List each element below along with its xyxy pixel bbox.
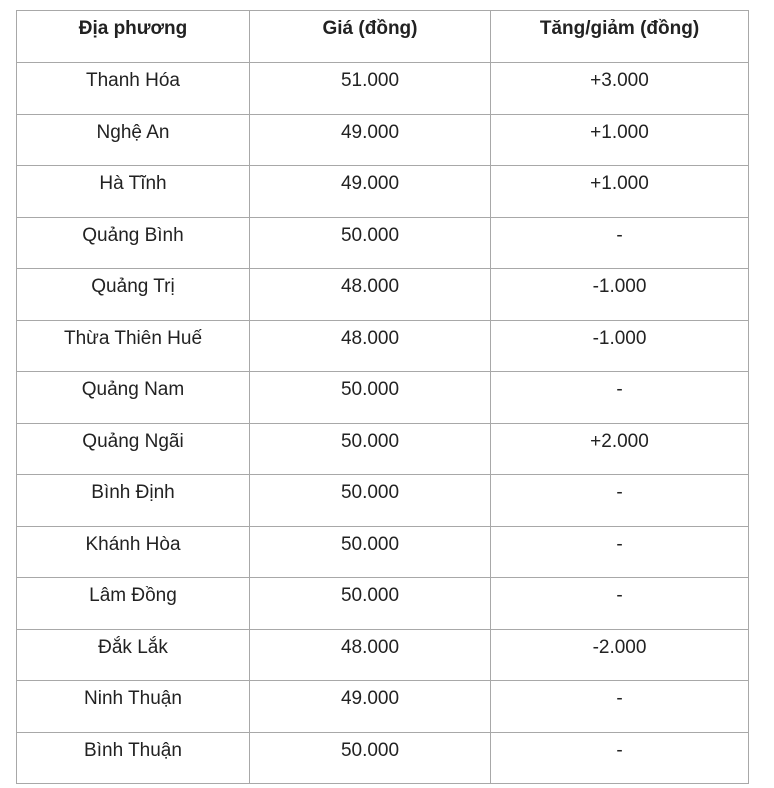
cell-price: 50.000 — [250, 732, 491, 784]
header-region: Địa phương — [17, 11, 250, 63]
price-table — [16, 10, 749, 784]
cell-region: Bình Định — [17, 475, 250, 527]
cell-change: - — [491, 732, 749, 784]
cell-price: 49.000 — [250, 166, 491, 218]
cell-region: Thanh Hóa — [17, 63, 250, 115]
cell-change: +1.000 — [491, 166, 749, 218]
table-header-row — [17, 11, 749, 63]
table-row — [17, 681, 749, 733]
cell-change: - — [491, 372, 749, 424]
table-row — [17, 269, 749, 321]
table-row — [17, 166, 749, 218]
header-change: Tăng/giảm (đồng) — [491, 11, 749, 63]
table-row — [17, 372, 749, 424]
cell-change: - — [491, 526, 749, 578]
cell-price: 50.000 — [250, 423, 491, 475]
cell-region: Quảng Bình — [17, 217, 250, 269]
cell-price: 49.000 — [250, 681, 491, 733]
table-row — [17, 732, 749, 784]
cell-change: - — [491, 475, 749, 527]
cell-price: 48.000 — [250, 629, 491, 681]
table-row — [17, 475, 749, 527]
cell-price: 51.000 — [250, 63, 491, 115]
cell-change: -2.000 — [491, 629, 749, 681]
cell-change: +1.000 — [491, 114, 749, 166]
cell-price: 49.000 — [250, 114, 491, 166]
cell-region: Quảng Nam — [17, 372, 250, 424]
price-table-container — [16, 10, 748, 784]
cell-price: 50.000 — [250, 578, 491, 630]
cell-region: Hà Tĩnh — [17, 166, 250, 218]
cell-region: Nghệ An — [17, 114, 250, 166]
cell-region: Quảng Trị — [17, 269, 250, 321]
cell-region: Thừa Thiên Huế — [17, 320, 250, 372]
cell-change: -1.000 — [491, 320, 749, 372]
table-row — [17, 217, 749, 269]
cell-region: Quảng Ngãi — [17, 423, 250, 475]
cell-change: +3.000 — [491, 63, 749, 115]
table-row — [17, 320, 749, 372]
cell-change: - — [491, 681, 749, 733]
cell-change: +2.000 — [491, 423, 749, 475]
table-row — [17, 526, 749, 578]
cell-region: Đắk Lắk — [17, 629, 250, 681]
table-row — [17, 63, 749, 115]
cell-change: -1.000 — [491, 269, 749, 321]
cell-region: Bình Thuận — [17, 732, 250, 784]
cell-price: 48.000 — [250, 269, 491, 321]
cell-price: 50.000 — [250, 526, 491, 578]
cell-region: Ninh Thuận — [17, 681, 250, 733]
cell-price: 50.000 — [250, 475, 491, 527]
table-row — [17, 114, 749, 166]
cell-region: Khánh Hòa — [17, 526, 250, 578]
table-row — [17, 423, 749, 475]
cell-price: 50.000 — [250, 372, 491, 424]
cell-change: - — [491, 217, 749, 269]
table-row — [17, 629, 749, 681]
cell-price: 50.000 — [250, 217, 491, 269]
table-row — [17, 578, 749, 630]
header-price: Giá (đồng) — [250, 11, 491, 63]
cell-region: Lâm Đồng — [17, 578, 250, 630]
cell-change: - — [491, 578, 749, 630]
cell-price: 48.000 — [250, 320, 491, 372]
